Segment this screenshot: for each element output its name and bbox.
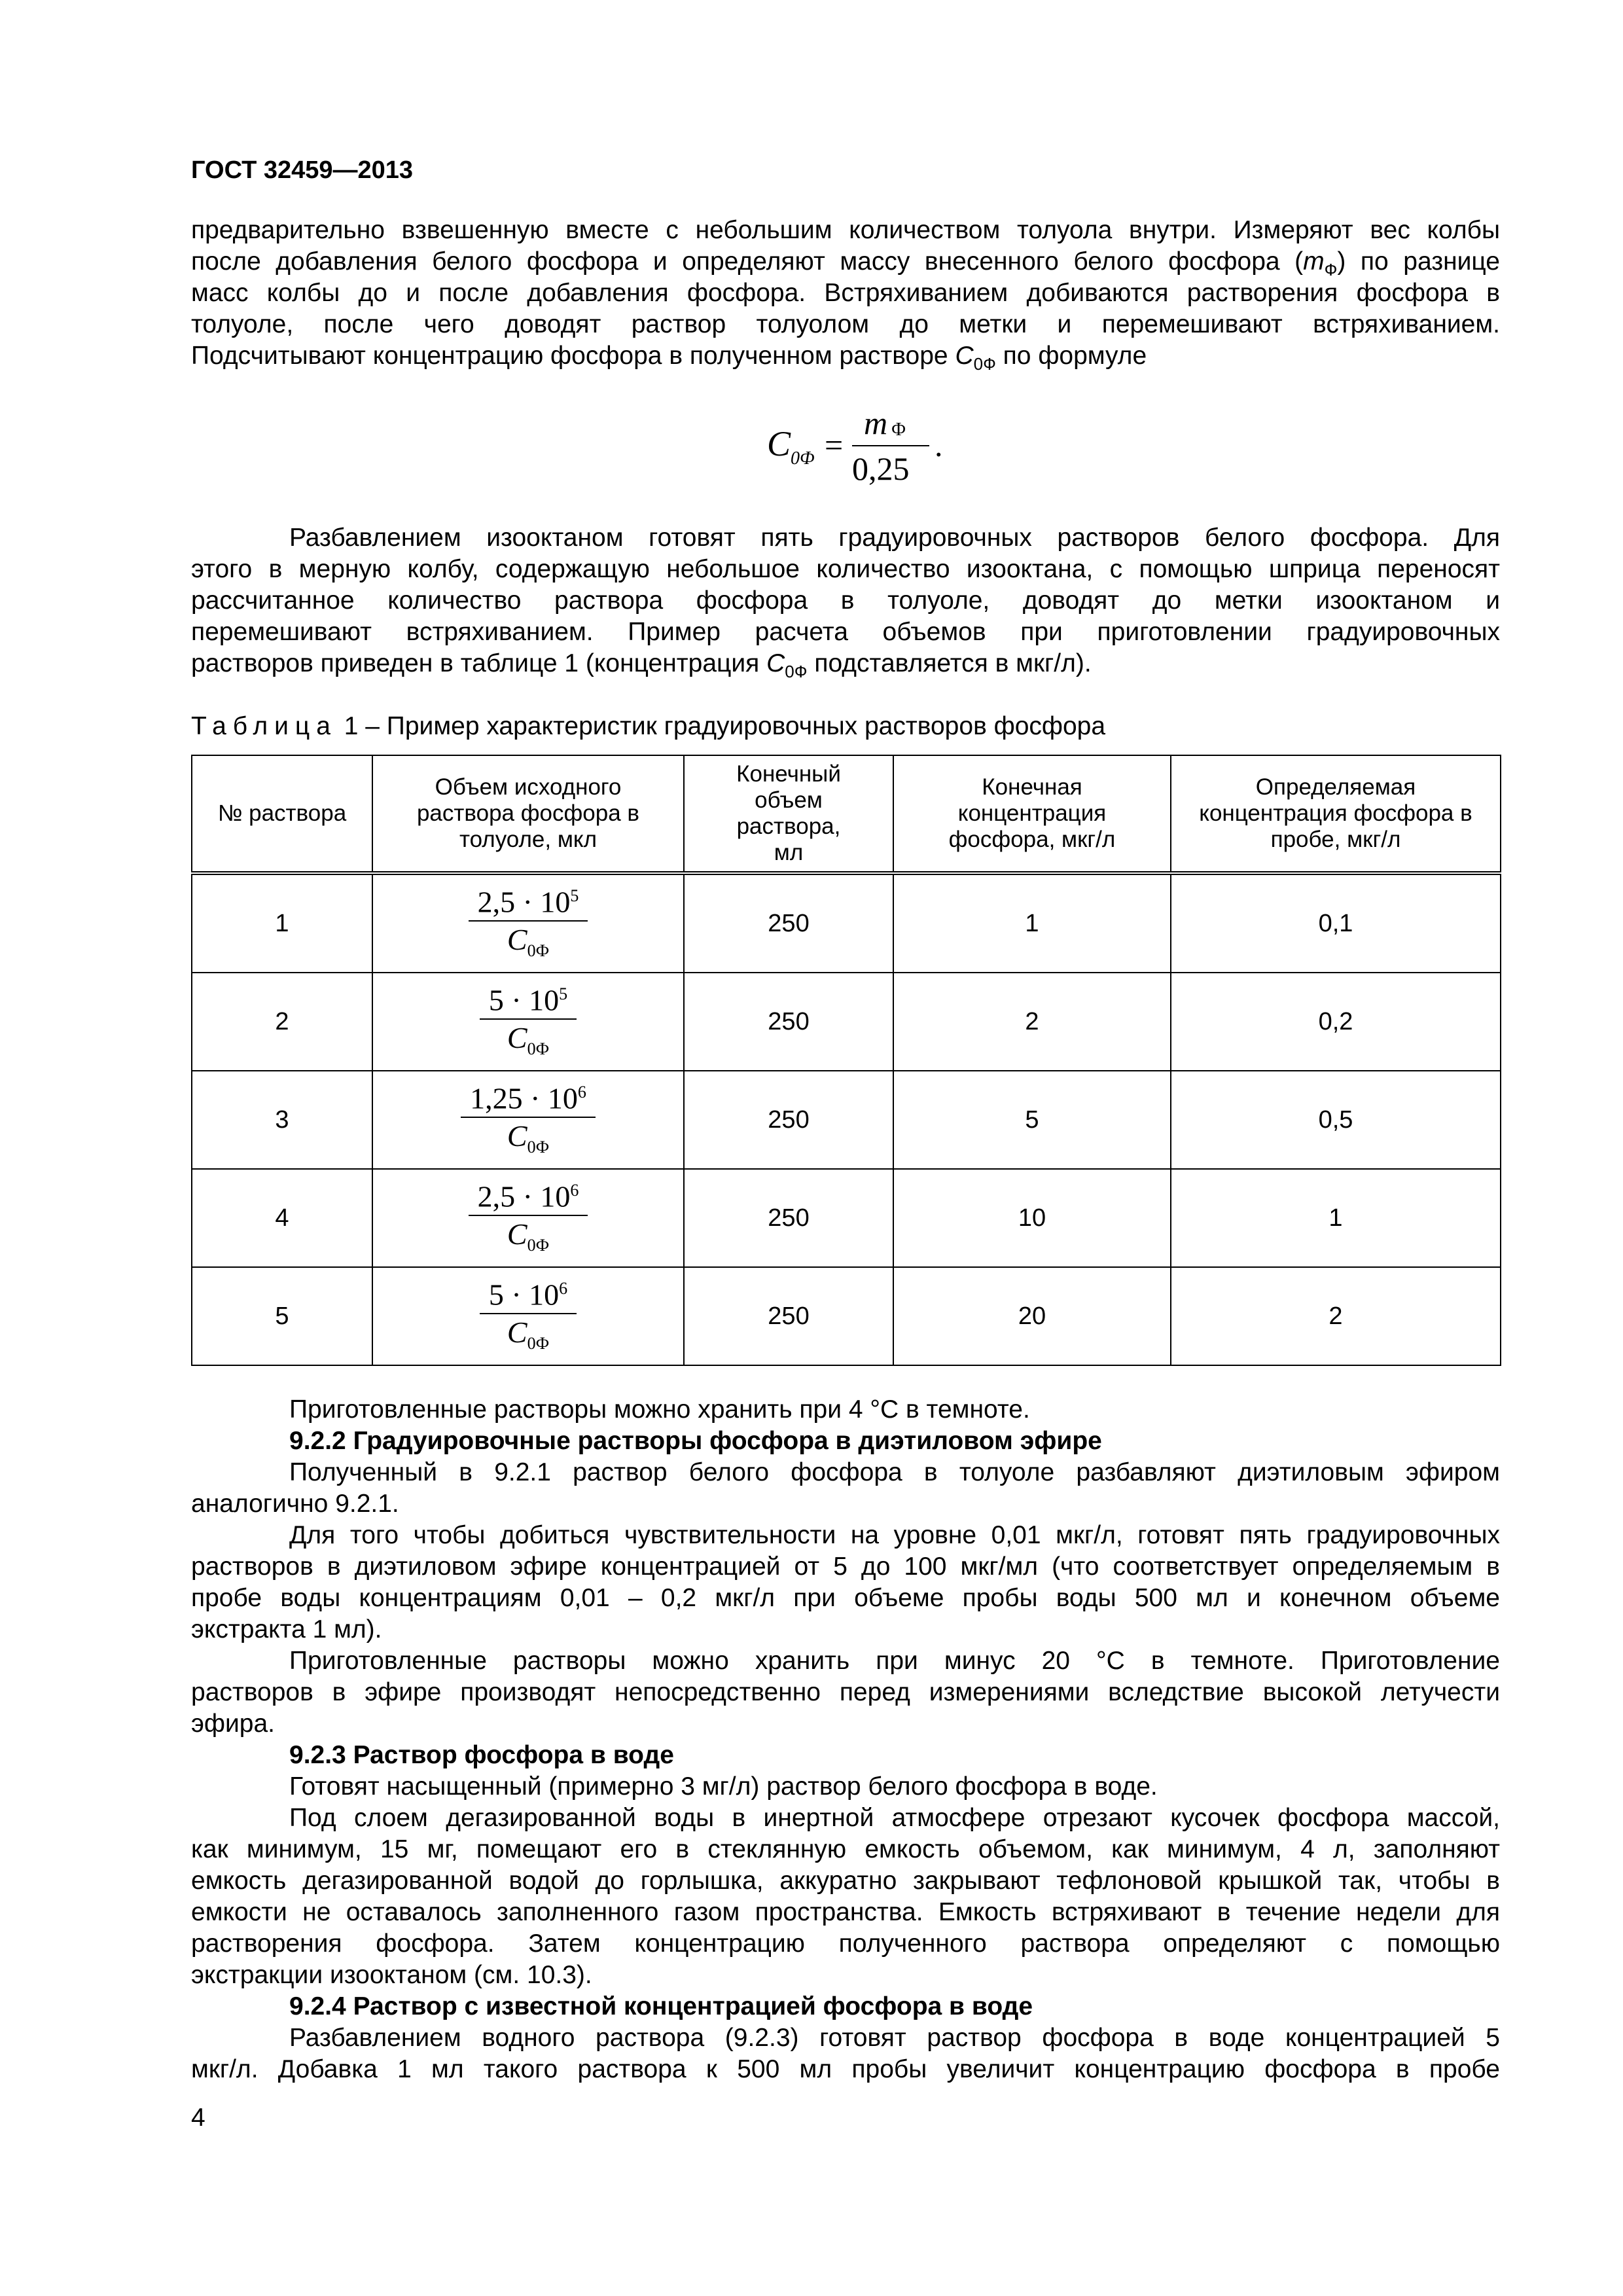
denominator-symbol: C — [507, 1217, 527, 1251]
table-row — [192, 1267, 1501, 1365]
dilution-conc-symbol: С — [766, 649, 785, 677]
intro-line-5-b: по формуле — [995, 342, 1147, 370]
header-determined-concentration: Определяемая концентрация фосфора в пробе, мкг/л — [1171, 755, 1501, 873]
numerator-exponent: 6 — [559, 1278, 568, 1298]
cell-final-concentration: 20 — [893, 1267, 1171, 1365]
conc-subscript: 0Ф — [973, 353, 996, 374]
intro-line-4: толуоле, после чего доводят раствор толуолом до метки и перемешивают встряхиванием. — [191, 310, 1500, 338]
volume-fraction — [461, 1074, 596, 1166]
denominator-subscript: 0Ф — [527, 1138, 550, 1157]
volume-fraction — [480, 1270, 577, 1363]
dilution-line-4: перемешивают встряхиванием. Пример расчета объемов при приготовлении градуировочных — [191, 618, 1500, 646]
cell-stock-volume-formula — [372, 1267, 684, 1365]
cell-determined-concentration: 0,2 — [1171, 973, 1501, 1071]
dilution-line-5 — [191, 648, 1092, 687]
cell-solution-number: 3 — [192, 1071, 372, 1169]
denominator-subscript: 0Ф — [527, 1334, 550, 1354]
formula-dot: . — [935, 427, 943, 463]
denominator-subscript: 0Ф — [527, 941, 550, 961]
numerator-exponent: 5 — [559, 984, 568, 1003]
numerator-mantissa: 5 · 10 — [488, 983, 560, 1017]
intro-line-2-a: после добавления белого фосфора и определяют массу внесенного белого фосфора ( — [191, 247, 1304, 276]
dilution-line-3: рассчитанное количество раствора фосфора в толуоле, доводят до метки изооктаном и — [191, 586, 1500, 615]
cell-stock-volume-formula — [372, 1169, 684, 1267]
fraction-numerator — [469, 878, 588, 922]
formula-lhs: C — [767, 424, 791, 463]
s923-p2-line-6: экстракции изооктаном (см. 10.3). — [191, 1961, 592, 1989]
formula-equals: = — [825, 427, 844, 463]
table-row — [192, 973, 1501, 1071]
cell-final-concentration: 2 — [893, 973, 1171, 1071]
s922-p3-line-1: Приготовленные растворы можно хранить при минус 20 °С в темноте. Приготовление — [289, 1647, 1500, 1675]
denominator-subscript: 0Ф — [527, 1236, 550, 1255]
formula-fraction-bar — [852, 445, 929, 446]
s923-p2-line-3: емкость дегазированной водой до горлышка, аккуратно закрывают тефлоновой крышкой так, чтобы в — [191, 1867, 1500, 1895]
volume-fraction — [480, 976, 577, 1068]
fraction-denominator — [480, 1020, 577, 1067]
cell-final-volume: 250 — [684, 1071, 893, 1169]
s923-p2-line-5: растворения фосфора. Затем концентрацию полученного раствора определяют с помощью — [191, 1929, 1500, 1958]
dilution-line-2: этого в мерную колбу, содержащую небольшое количество изооктана, с помощью шприца переносят — [191, 555, 1500, 583]
section-9-2-4-title: 9.2.4 Раствор с известной концентрацией фосфора в воде — [289, 1992, 1033, 2020]
denominator-symbol: C — [507, 923, 527, 957]
s922-p2-line-1: Для того чтобы добиться чувствительности на уровне 0,01 мкг/л, готовят пять градуировочных — [289, 1521, 1500, 1549]
fraction-numerator — [480, 1270, 577, 1314]
table-header-row — [192, 755, 1501, 873]
formula-concentration — [753, 406, 949, 497]
section-9-2-3-title: 9.2.3 Раствор фосфора в воде — [289, 1741, 674, 1769]
cell-final-volume: 250 — [684, 873, 893, 973]
header-final-volume: Конечный объем раствора, мл — [684, 755, 893, 873]
formula-numerator-sub: Ф — [891, 420, 906, 440]
s922-p2-line-3: пробе воды концентрациям 0,01 – 0,2 мкг/л при объеме пробы воды 500 мл и конечном объеме — [191, 1584, 1500, 1612]
s924-p1-line-1: Разбавлением водного раствора (9.2.3) готовят раствор фосфора в воде концентрацией 5 — [289, 2024, 1500, 2052]
fraction-denominator — [480, 1314, 577, 1362]
cell-stock-volume-formula — [372, 1071, 684, 1169]
calibration-table — [191, 755, 1501, 1366]
numerator-exponent: 6 — [570, 1180, 579, 1200]
cell-determined-concentration: 0,1 — [1171, 873, 1501, 973]
header-stock-volume: Объем исходного раствора фосфора в толуоле, мкл — [372, 755, 684, 873]
fraction-numerator — [461, 1074, 596, 1118]
numerator-mantissa: 5 · 10 — [488, 1278, 560, 1312]
cell-final-volume: 250 — [684, 1267, 893, 1365]
cell-solution-number: 5 — [192, 1267, 372, 1365]
cell-final-concentration: 10 — [893, 1169, 1171, 1267]
numerator-exponent: 5 — [570, 886, 579, 905]
table-row — [192, 1169, 1501, 1267]
dilution-line-5-b: подставляется в мкг/л). — [807, 649, 1092, 677]
cell-solution-number: 2 — [192, 973, 372, 1071]
formula-numerator: m — [864, 404, 888, 441]
cell-final-volume: 250 — [684, 1169, 893, 1267]
table-caption — [191, 711, 1105, 742]
intro-line-3: масс колбы до и после добавления фосфора. Встряхиванием добиваются растворения фосфора в — [191, 279, 1500, 307]
s924-p1-line-2: мкг/л. Добавка 1 мл такого раствора к 500 мл пробы увеличит концентрацию фосфора в пробе — [191, 2055, 1500, 2083]
denominator-symbol: C — [507, 1021, 527, 1055]
fraction-denominator — [469, 1216, 588, 1264]
standard-header: ГОСТ 32459—2013 — [191, 156, 414, 184]
numerator-mantissa: 2,5 · 10 — [477, 885, 571, 919]
header-solution-number: № раствора — [192, 755, 372, 873]
volume-fraction — [469, 878, 588, 970]
s923-p1-line-1: Готовят насыщенный (примерно 3 мг/л) раствор белого фосфора в воде. — [289, 1772, 1158, 1801]
s923-p2-line-2: как минимум, 15 мг, помещают его в стеклянную емкость объемом, как минимум, 4 л, заполняют — [191, 1835, 1500, 1863]
s922-p2-line-2: растворов в диэтиловом эфире концентрацией от 5 до 100 мкг/мл (что соответствует определяемым в — [191, 1552, 1500, 1581]
fraction-numerator — [469, 1172, 588, 1216]
intro-line-1: предварительно взвешенную вместе с небольшим количеством толуола внутри. Измеряют вес колбы — [191, 216, 1500, 244]
header-final-concentration: Конечная концентрация фосфора, мкг/л — [893, 755, 1171, 873]
s923-p2-line-4: емкости не оставалось заполненного газом пространства. Емкость встряхивают в течение недели для — [191, 1898, 1500, 1926]
cell-solution-number: 4 — [192, 1169, 372, 1267]
intro-line-5-a: Подсчитывают концентрацию фосфора в полученном растворе — [191, 342, 955, 370]
storage-note: Приготовленные растворы можно хранить при 4 °С в темноте. — [289, 1395, 1030, 1424]
numerator-exponent: 6 — [577, 1082, 586, 1102]
cell-determined-concentration: 1 — [1171, 1169, 1501, 1267]
dilution-line-1: Разбавлением изооктаном готовят пять градуировочных растворов белого фосфора. Для — [289, 524, 1500, 552]
cell-determined-concentration: 2 — [1171, 1267, 1501, 1365]
table-caption-label: Таблица — [191, 712, 337, 740]
cell-solution-number: 1 — [192, 873, 372, 973]
numerator-mantissa: 1,25 · 10 — [470, 1081, 578, 1115]
s922-p1-line-1: Полученный в 9.2.1 раствор белого фосфора в толуоле разбавляют диэтиловым эфиром — [289, 1458, 1500, 1486]
s922-p3-line-3: эфира. — [191, 1710, 275, 1738]
fraction-denominator — [461, 1118, 596, 1166]
table-row — [192, 1071, 1501, 1169]
volume-fraction — [469, 1172, 588, 1265]
cell-determined-concentration: 0,5 — [1171, 1071, 1501, 1169]
denominator-symbol: C — [507, 1119, 527, 1153]
cell-final-concentration: 5 — [893, 1071, 1171, 1169]
cell-final-volume: 250 — [684, 973, 893, 1071]
mass-subscript: Ф — [1324, 259, 1338, 279]
cell-stock-volume-formula — [372, 873, 684, 973]
fraction-denominator — [469, 922, 588, 969]
numerator-mantissa: 2,5 · 10 — [477, 1179, 571, 1213]
page-number: 4 — [191, 2104, 205, 2132]
s922-p1-line-2: аналогично 9.2.1. — [191, 1490, 399, 1518]
section-9-2-2-title: 9.2.2 Градуировочные растворы фосфора в диэтиловом эфире — [289, 1427, 1102, 1455]
s922-p2-line-4: экстракта 1 мл). — [191, 1615, 382, 1643]
s923-p2-line-1: Под слоем дегазированной воды в инертной атмосфере отрезают кусочек фосфора массой, — [289, 1804, 1500, 1832]
cell-stock-volume-formula — [372, 973, 684, 1071]
denominator-subscript: 0Ф — [527, 1039, 550, 1059]
s922-p3-line-2: растворов в эфире производят непосредственно перед измерениями вследствие высокой летучести — [191, 1678, 1500, 1706]
conc-symbol: С — [955, 342, 974, 370]
denominator-symbol: C — [507, 1316, 527, 1350]
mass-symbol: m — [1303, 247, 1325, 276]
fraction-numerator — [480, 976, 577, 1020]
intro-line-2-b: ) по разнице — [1337, 247, 1500, 276]
formula-denominator: 0,25 — [852, 450, 910, 487]
cell-final-concentration: 1 — [893, 873, 1171, 973]
dilution-conc-subscript: 0Ф — [785, 661, 808, 681]
table-row — [192, 873, 1501, 973]
dilution-line-5-a: растворов приведен в таблице 1 (концентрация — [191, 649, 767, 677]
intro-line-5 — [191, 340, 1147, 380]
formula-lhs-sub: 0Ф — [791, 448, 815, 469]
table-caption-text: 1 – Пример характеристик градуировочных растворов фосфора — [336, 712, 1106, 740]
